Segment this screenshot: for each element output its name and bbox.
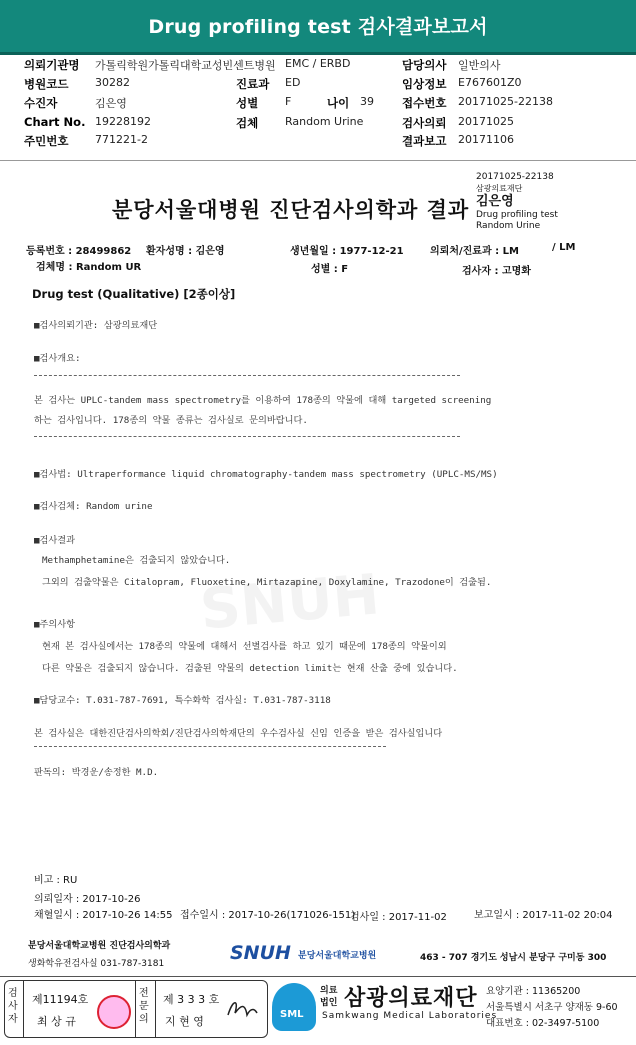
snuh-logo: SNUH — [230, 942, 291, 964]
value-doctor: 일반의사 — [458, 59, 501, 72]
signature-box — [4, 980, 268, 1038]
dept-2: / LM — [552, 242, 576, 253]
label-age: 나이 — [327, 96, 350, 110]
stamp1-name: 최 상 규 — [37, 1015, 76, 1028]
stamp2-label: 전문의 — [139, 988, 149, 1025]
footer-phone: 생화학유전검사실 031-787-3181 — [28, 959, 165, 969]
overview-line1: 본 검사는 UPLC-tandem mass spectrometry를 이용하여 178종의 약물에 대해 targeted screening — [34, 395, 492, 406]
divider — [34, 746, 386, 747]
report-date: 보고일시 : 2017-11-02 20:04 — [474, 910, 613, 921]
overview-line2: 하는 검사입니다. 178종의 약물 종류는 검사실로 문의바랍니다. — [34, 415, 308, 426]
label-doctor: 담당의사 — [402, 58, 447, 72]
result-line2: 그외의 검출약물은 Citalopram, Fluoxetine, Mirtazapine, Doxylamine, Trazodone이 검출됨. — [42, 577, 492, 588]
label-org: 의뢰기관명 — [24, 58, 80, 72]
request-date: 의뢰일자 : 2017-10-26 — [34, 894, 141, 905]
value-reception: 20171025-22138 — [458, 95, 553, 108]
value-org: 가톨릭학원가톨릭대학교성빈센트병원 — [95, 59, 276, 72]
value-rrn: 771221-2 — [95, 133, 148, 146]
scanned-report — [0, 170, 636, 970]
receive-date: 접수일시 : 2017-10-26(171026-151) — [180, 910, 356, 921]
label-line2: 삼광의료재단 — [476, 184, 523, 193]
dob: 생년월일 : 1977-12-21 — [290, 246, 404, 257]
org-prefix: 의료법인 — [320, 986, 338, 1008]
address: 463 - 707 경기도 성남시 분당구 구미동 300 — [420, 953, 607, 963]
sex: 성별 : F — [311, 264, 349, 275]
label-line4: Drug profiling test — [476, 210, 558, 220]
stamp1-label: 검사자 — [8, 988, 18, 1025]
label-patient: 수진자 — [24, 96, 58, 110]
value-age: 39 — [360, 95, 374, 108]
result-heading: ■검사결과 — [34, 535, 76, 546]
value-report: 20171106 — [458, 133, 514, 146]
reg-no: 등록번호 : 28499862 — [26, 246, 132, 257]
patient-name: 환자성명 : 김은영 — [146, 246, 225, 257]
value-chart: 19228192 — [95, 115, 151, 128]
institution-code: 요양기관 : 11365200 — [486, 986, 581, 997]
label-reception: 접수번호 — [402, 96, 447, 110]
stamp2-name: 지 현 영 — [165, 1015, 204, 1028]
specimen-name: 검체명 : Random UR — [36, 262, 142, 273]
caution-line2: 다른 약물은 검출되지 않습니다. 검출된 약물의 detection limit는 현재 산출 중에 있습니다. — [42, 663, 458, 674]
agency: ■검사의뢰기관: 삼광의료재단 — [34, 320, 158, 331]
value-request: 20171025 — [458, 115, 514, 128]
label-line5: Random Urine — [476, 221, 541, 231]
label-hospcode: 병원코드 — [24, 77, 69, 91]
caution-heading: ■주의사항 — [34, 619, 76, 630]
title-bar — [0, 0, 636, 55]
value-patient: 김은영 — [95, 97, 127, 110]
examiner: 검사자 : 고명화 — [462, 266, 531, 277]
method: ■검사법: Ultraperformance liquid chromatography-tandem mass spectrometry (UPLC-MS/MS) — [34, 469, 498, 480]
test-date: 검사일 : 2017-11-02 — [350, 912, 447, 923]
label-rrn: 주민번호 — [24, 134, 69, 148]
value-hospcode: 30282 — [95, 76, 130, 89]
label-chart: Chart No. — [24, 115, 86, 129]
footer — [0, 976, 636, 1045]
dept-1: 의뢰처/진료과 : LM — [430, 246, 519, 257]
value-specimen: Random Urine — [285, 115, 364, 128]
header-divider — [0, 160, 636, 161]
certification: 본 검사실은 대한진단검사의학회/진단검사의학재단의 우수검사실 신임 인증을 받은 검사실입니다 — [34, 728, 443, 739]
report-title: Drug profiling test 검사결과보고서 — [148, 16, 488, 38]
value-dept: ED — [285, 76, 301, 89]
specimen-label — [476, 172, 558, 232]
label-specimen: 검체 — [236, 116, 259, 130]
label-report: 결과보고 — [402, 134, 447, 148]
seal-icon — [97, 995, 131, 1029]
overview-heading: ■검사개요: — [34, 353, 81, 364]
contact: ■담당교수: T.031-787-7691, 특수화학 검사실: T.031-787-3118 — [34, 695, 331, 706]
result-line1: Methamphetamine은 검출되지 않았습니다. — [42, 555, 231, 566]
sml-logo-text: SML — [280, 1009, 304, 1020]
test-title: Drug test (Qualitative) [2종이상] — [32, 287, 236, 301]
stamp2-number: 제 3 3 3 호 — [163, 993, 220, 1006]
value-sex: F — [285, 95, 292, 108]
divider — [34, 375, 460, 376]
specimen-line: ■검사검체: Random urine — [34, 501, 153, 512]
org-tel: 대표번호 : 02-3497-5100 — [486, 1018, 600, 1029]
collect-date: 채혈일시 : 2017-10-26 14:55 — [34, 910, 173, 921]
org-english: Samkwang Medical Laboratories — [322, 1011, 498, 1021]
org-name: 삼광의료재단 — [344, 986, 478, 1011]
stamp1-number: 제11194호 — [32, 993, 89, 1006]
label-clinical: 임상정보 — [402, 77, 447, 91]
hospital-title: 분당서울대병원 진단검사의학과 결과 — [112, 198, 470, 222]
sml-logo-icon — [272, 983, 316, 1031]
note: 비고 : RU — [34, 875, 78, 886]
value-ward: EMC / ERBD — [285, 57, 351, 70]
label-request: 검사의뢰 — [402, 116, 447, 130]
label-dept: 진료과 — [236, 77, 270, 91]
reader: 판독의: 박경운/송정한 M.D. — [34, 767, 159, 778]
label-line1: 20171025-22138 — [476, 172, 554, 182]
signature-icon — [225, 995, 259, 1023]
org-address: 서울특별시 서초구 양재동 9-60 — [486, 1002, 618, 1013]
footer-org: 분당서울대학교병원 진단검사의학과 — [28, 941, 171, 951]
label-sex: 성별 — [236, 96, 259, 110]
snuh-korean: 분당서울대학교병원 — [298, 951, 377, 961]
label-line3: 김은영 — [476, 194, 514, 209]
caution-line1: 현재 본 검사실에서는 178종의 약물에 대해서 선별검사를 하고 있기 때문에 178종의 약물이외 — [42, 641, 447, 652]
divider — [34, 436, 460, 437]
value-clinical: E767601Z0 — [458, 76, 522, 89]
